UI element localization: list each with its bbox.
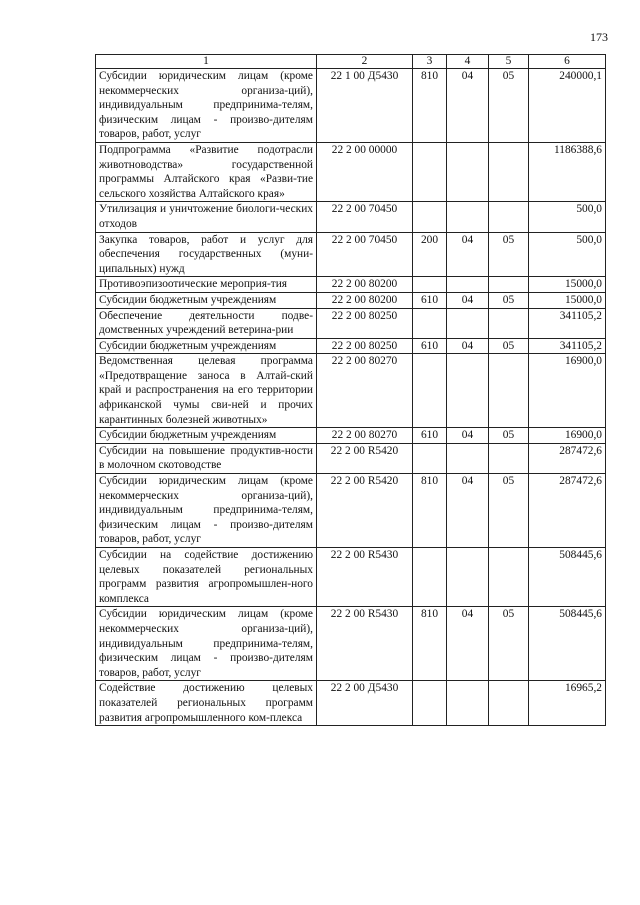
table-row [96, 548, 606, 607]
row-code: 22 1 00 Д5430 [317, 69, 413, 143]
table-body [96, 69, 606, 726]
row-col4: 04 [447, 292, 489, 308]
row-code: 22 2 00 00000 [317, 142, 413, 201]
row-col5: 05 [489, 338, 529, 354]
row-code: 22 2 00 80200 [317, 292, 413, 308]
row-code: 22 2 00 80200 [317, 277, 413, 293]
row-col5: 05 [489, 232, 529, 277]
column-header-6: 6 [529, 55, 606, 69]
row-col3 [413, 308, 447, 338]
row-amount: 16900,0 [529, 354, 606, 428]
row-col3: 610 [413, 428, 447, 444]
row-col3 [413, 354, 447, 428]
row-col4 [447, 681, 489, 726]
row-amount: 16900,0 [529, 428, 606, 444]
row-name: Субсидии юридическим лицам (кроме некоммерческих организа-ций), индивидуальным предпринима-телям, физическим лицам - произво-дителям товаров, работ, услуг [96, 474, 317, 548]
row-name: Противоэпизоотические мероприя-тия [96, 277, 317, 293]
column-header-5: 5 [489, 55, 529, 69]
row-code: 22 2 00 80270 [317, 354, 413, 428]
column-header-1: 1 [96, 55, 317, 69]
row-col4: 04 [447, 232, 489, 277]
row-col3 [413, 202, 447, 232]
row-col5 [489, 443, 529, 473]
row-name: Утилизация и уничтожение биологи-ческих отходов [96, 202, 317, 232]
page-number: 173 [590, 30, 608, 44]
row-code: 22 2 00 80250 [317, 338, 413, 354]
table-row [96, 681, 606, 726]
row-col5: 05 [489, 428, 529, 444]
row-col4 [447, 277, 489, 293]
table-row [96, 277, 606, 293]
row-col3 [413, 548, 447, 607]
table-row [96, 202, 606, 232]
row-code: 22 2 00 R5430 [317, 548, 413, 607]
row-name: Содействие достижению целевых показателей региональных программ развития агропромышленного ком-плекса [96, 681, 317, 726]
row-name: Субсидии бюджетным учреждениям [96, 428, 317, 444]
row-col5 [489, 354, 529, 428]
row-name: Субсидии на содействие достижению целевых показателей региональных программ развития агропромышлен-ного комплекса [96, 548, 317, 607]
column-header-3: 3 [413, 55, 447, 69]
row-col3: 610 [413, 292, 447, 308]
row-col4 [447, 548, 489, 607]
row-col4 [447, 202, 489, 232]
row-col4: 04 [447, 338, 489, 354]
row-col4 [447, 142, 489, 201]
row-col3 [413, 142, 447, 201]
row-amount: 1186388,6 [529, 142, 606, 201]
row-amount: 500,0 [529, 232, 606, 277]
row-col5: 05 [489, 292, 529, 308]
column-header-2: 2 [317, 55, 413, 69]
row-col4: 04 [447, 69, 489, 143]
row-col4 [447, 354, 489, 428]
row-amount: 500,0 [529, 202, 606, 232]
row-code: 22 2 00 R5430 [317, 607, 413, 681]
row-col5: 05 [489, 607, 529, 681]
header-row [96, 55, 606, 69]
row-col3: 200 [413, 232, 447, 277]
table-row [96, 428, 606, 444]
row-name: Ведомственная целевая программа «Предотвращение заноса в Алтай-ский край и распространения на его территории африканской чумы сви-ней и прочих карантинных болезней животных» [96, 354, 317, 428]
row-col4 [447, 308, 489, 338]
table-row [96, 443, 606, 473]
row-name: Подпрограмма «Развитие подотрасли животноводства» государственной программы Алтайского края «Разви-тие сельского хозяйства Алтайского края» [96, 142, 317, 201]
row-amount: 341105,2 [529, 308, 606, 338]
row-name: Субсидии бюджетным учреждениям [96, 338, 317, 354]
row-col4: 04 [447, 607, 489, 681]
row-col5: 05 [489, 69, 529, 143]
row-code: 22 2 00 80270 [317, 428, 413, 444]
table-row [96, 232, 606, 277]
row-amount: 16965,2 [529, 681, 606, 726]
row-col5 [489, 681, 529, 726]
budget-table [95, 54, 606, 726]
row-col5 [489, 142, 529, 201]
row-name: Субсидии юридическим лицам (кроме некоммерческих организа-ций), индивидуальным предпринима-телям, физическим лицам - произво-дителям товаров, работ, услуг [96, 69, 317, 143]
row-col4: 04 [447, 428, 489, 444]
table-row [96, 338, 606, 354]
row-col5 [489, 548, 529, 607]
row-amount: 15000,0 [529, 292, 606, 308]
row-col4: 04 [447, 474, 489, 548]
column-header-4: 4 [447, 55, 489, 69]
row-col4 [447, 443, 489, 473]
row-code: 22 2 00 70450 [317, 232, 413, 277]
row-col3: 810 [413, 607, 447, 681]
row-name: Обеспечение деятельности подве-домственных учреждений ветерина-рии [96, 308, 317, 338]
row-col3: 810 [413, 474, 447, 548]
row-col5 [489, 277, 529, 293]
row-name: Субсидии юридическим лицам (кроме некоммерческих организа-ций), индивидуальным предпринима-телям, физическим лицам - произво-дителям товаров, работ, услуг [96, 607, 317, 681]
table-row [96, 142, 606, 201]
row-col3: 610 [413, 338, 447, 354]
row-name: Субсидии на повышение продуктив-ности в молочном скотоводстве [96, 443, 317, 473]
row-col5: 05 [489, 474, 529, 548]
row-col3 [413, 681, 447, 726]
row-amount: 508445,6 [529, 548, 606, 607]
row-code: 22 2 00 70450 [317, 202, 413, 232]
row-code: 22 2 00 Д5430 [317, 681, 413, 726]
row-name: Субсидии бюджетным учреждениям [96, 292, 317, 308]
row-code: 22 2 00 R5420 [317, 474, 413, 548]
row-amount: 287472,6 [529, 474, 606, 548]
row-amount: 508445,6 [529, 607, 606, 681]
row-name: Закупка товаров, работ и услуг для обеспечения государственных (муни-ципальных) нужд [96, 232, 317, 277]
row-col5 [489, 308, 529, 338]
row-amount: 341105,2 [529, 338, 606, 354]
row-amount: 240000,1 [529, 69, 606, 143]
row-amount: 287472,6 [529, 443, 606, 473]
row-col3 [413, 443, 447, 473]
row-col5 [489, 202, 529, 232]
row-col3 [413, 277, 447, 293]
table-row [96, 69, 606, 143]
row-code: 22 2 00 R5420 [317, 443, 413, 473]
table-row [96, 354, 606, 428]
row-code: 22 2 00 80250 [317, 308, 413, 338]
table-row [96, 474, 606, 548]
row-amount: 15000,0 [529, 277, 606, 293]
table-row [96, 292, 606, 308]
table-row [96, 308, 606, 338]
row-col3: 810 [413, 69, 447, 143]
table-row [96, 607, 606, 681]
